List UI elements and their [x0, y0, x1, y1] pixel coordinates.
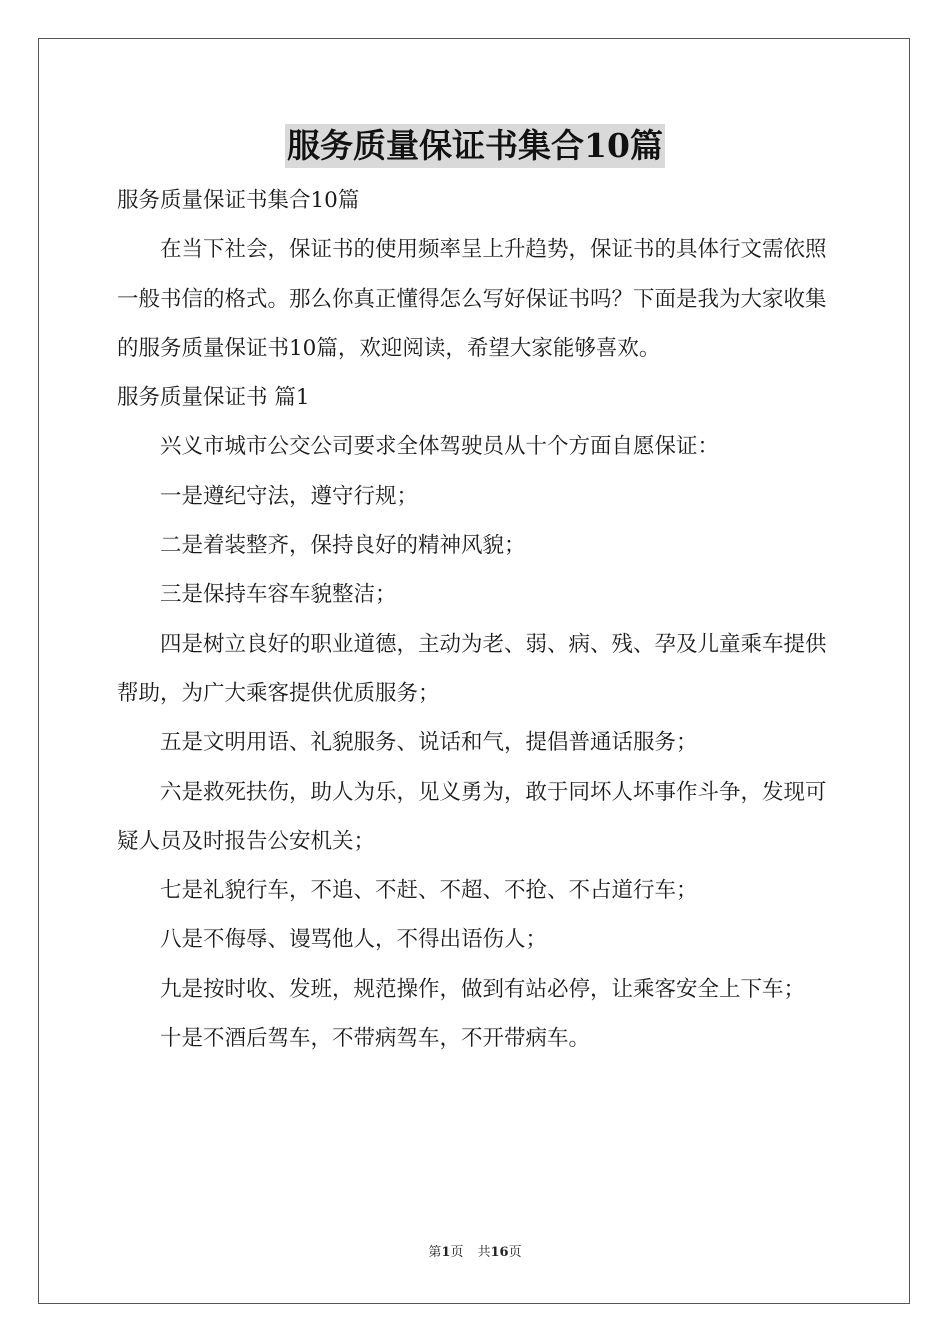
list-item: 五是文明用语、礼貌服务、说话和气，提倡普通话服务；	[160, 730, 698, 756]
section-heading: 服务质量保证书 篇1	[117, 385, 310, 411]
document-title: 服务质量保证书集合10篇	[285, 124, 665, 168]
list-item: 八是不侮辱、谩骂他人，不得出语伤人；	[160, 927, 548, 953]
document-body	[117, 176, 833, 1063]
list-item: 十是不酒后驾车，不带病驾车，不开带病车。	[160, 1026, 591, 1052]
page-suffix: 页	[450, 1245, 464, 1260]
total-prefix: 共	[477, 1245, 491, 1260]
total-suffix: 页	[508, 1245, 522, 1260]
list-item: 六是救死扶伤，助人为乐，见义勇为，敢于同坏人坏事作斗争，发现可疑人员及时报告公安机关；	[117, 779, 827, 854]
total-pages: 16	[490, 1245, 509, 1260]
list-item: 一是遵纪守法，遵守行规；	[160, 483, 419, 509]
page-prefix: 第	[428, 1245, 442, 1260]
section-lead: 兴义市城市公交公司要求全体驾驶员从十个方面自愿保证：	[160, 434, 720, 460]
list-item: 三是保持车容车貌整洁；	[160, 582, 397, 608]
title-container	[0, 124, 950, 168]
intro-paragraph: 在当下社会，保证书的使用频率呈上升趋势，保证书的具体行文需依照一般书信的格式。那么你真正懂得怎么写好保证书吗？下面是我为大家收集的服务质量保证书10篇，欢迎阅读，希望大家能够喜欢。	[117, 237, 827, 361]
document-subtitle: 服务质量保证书集合10篇	[117, 188, 360, 213]
list-item: 九是按时收、发班，规范操作，做到有站必停，让乘客安全上下车；	[160, 976, 806, 1002]
page-number: 1	[441, 1245, 451, 1260]
list-item: 二是着装整齐，保持良好的精神风貌；	[160, 533, 526, 559]
list-item: 七是礼貌行车，不追、不赶、不超、不抢、不占道行车；	[160, 878, 698, 904]
list-item: 四是树立良好的职业道德，主动为老、弱、病、残、孕及儿童乘车提供帮助，为广大乘客提供优质服务；	[117, 631, 827, 706]
page-footer	[0, 1244, 950, 1262]
